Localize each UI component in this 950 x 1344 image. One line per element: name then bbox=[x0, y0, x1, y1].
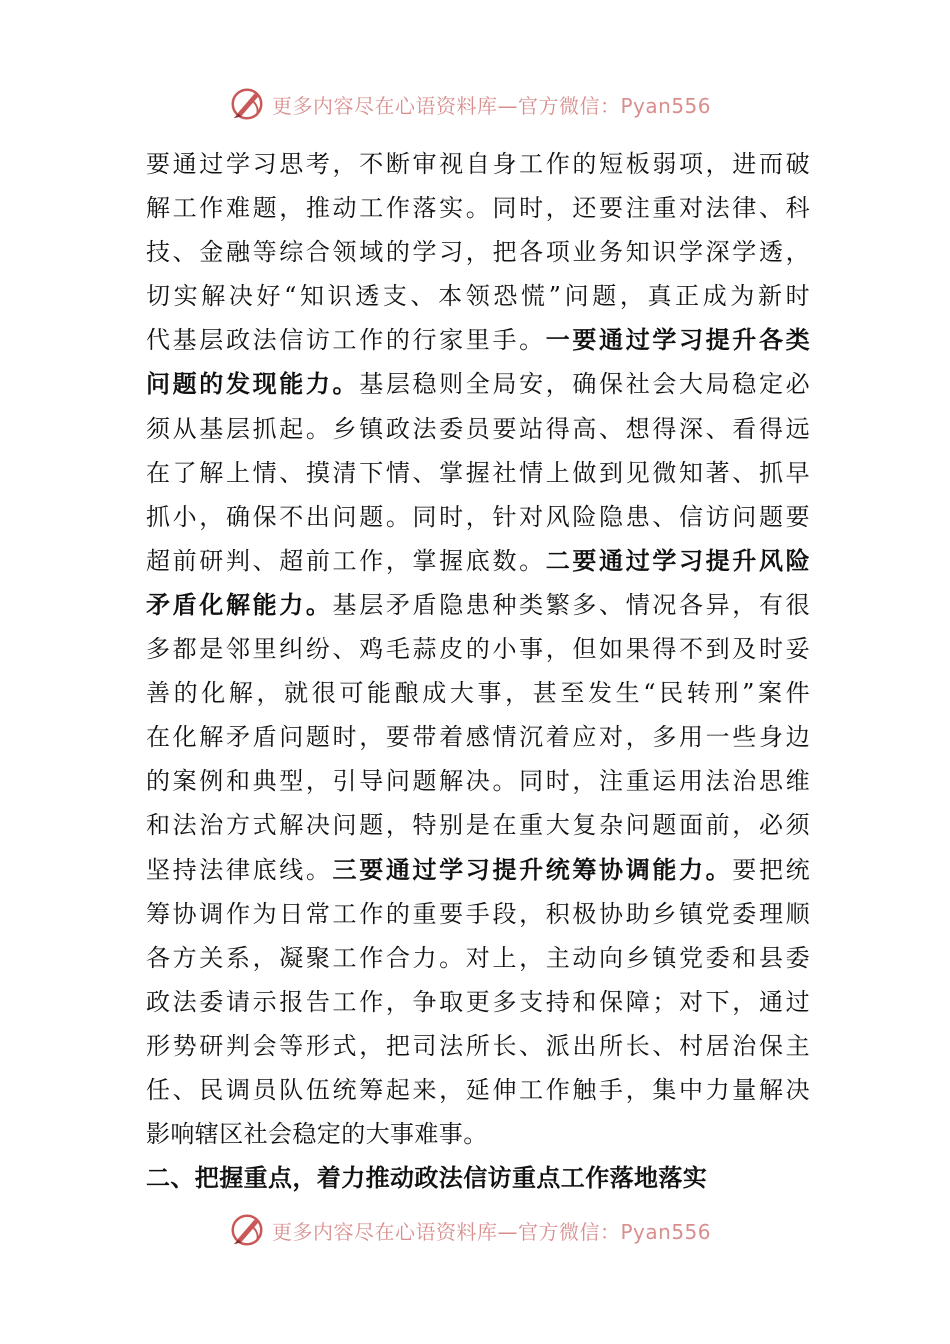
text-run: 代基层政法信访工作的行家里手。 bbox=[146, 326, 546, 355]
text-run: 技、金融等综合领域的学习，把各项业务知识学深学透， bbox=[146, 238, 810, 267]
text-line bbox=[146, 803, 810, 847]
text-run: 政法委请示报告工作，争取更多支持和保障；对下，通过 bbox=[146, 987, 810, 1016]
bold-text: 二要通过学习提升风险 bbox=[545, 546, 810, 575]
text-run: 基层稳则全局安，确保社会大局稳定必 bbox=[359, 370, 810, 399]
text-line bbox=[146, 1068, 810, 1112]
text-run: 坚持法律底线。 bbox=[146, 855, 333, 884]
text-run: 任、民调员队伍统筹起来，延伸工作触手，集中力量解决 bbox=[146, 1075, 810, 1104]
watermark-footer bbox=[228, 1210, 748, 1250]
text-run: 形势研判会等形式，把司法所长、派出所长、村居治保主 bbox=[146, 1031, 810, 1060]
text-line bbox=[146, 1024, 810, 1068]
text-line bbox=[146, 186, 810, 230]
text-run: 善的化解，就很可能酿成大事，甚至发生“民转刑”案件 bbox=[146, 679, 810, 708]
text-line bbox=[146, 230, 810, 274]
watermark-text: 更多内容尽在心语资料库—官方微信：Pyan556 bbox=[272, 93, 712, 118]
text-run: 在了解上情、摸清下情、掌握社情上做到见微知著、抓早 bbox=[146, 458, 810, 487]
text-run: 须从基层抓起。乡镇政法委员要站得高、想得深、看得远 bbox=[146, 414, 810, 443]
text-run: 抓小，确保不出问题。同时，针对风险隐患、信访问题要 bbox=[146, 502, 810, 531]
text-run: 超前研判、超前工作，掌握底数。 bbox=[146, 546, 546, 575]
text-line bbox=[146, 362, 810, 406]
watermark-header bbox=[228, 84, 748, 124]
text-run: 要把统 bbox=[732, 855, 810, 884]
text-line bbox=[146, 583, 810, 627]
text-run: 的案例和典型，引导问题解决。同时，注重运用法治思维 bbox=[146, 767, 810, 796]
text-run: 在化解矛盾问题时，要带着感情沉着应对，多用一些身边 bbox=[146, 723, 810, 752]
text-line bbox=[146, 627, 810, 671]
text-run: 基层矛盾隐患种类繁多、情况各异，有很 bbox=[332, 590, 810, 619]
pen-logo-icon bbox=[228, 85, 266, 123]
bold-text: 矛盾化解能力。 bbox=[146, 590, 333, 619]
text-run: 要通过学习思考，不断审视自身工作的短板弱项，进而破 bbox=[146, 150, 810, 178]
bold-text: 三要通过学习提升统筹协调能力。 bbox=[332, 855, 733, 884]
text-line bbox=[146, 980, 810, 1024]
text-line bbox=[146, 318, 810, 362]
text-line bbox=[146, 407, 810, 451]
pen-logo-icon bbox=[228, 1211, 266, 1249]
text-run: 筹协调作为日常工作的重要手段，积极协助乡镇党委理顺 bbox=[146, 899, 810, 928]
text-run: 和法治方式解决问题，特别是在重大复杂问题面前，必须 bbox=[146, 811, 810, 840]
bold-text: 一要通过学习提升各类 bbox=[545, 326, 810, 355]
bold-text: 问题的发现能力。 bbox=[146, 370, 360, 399]
watermark-text: 更多内容尽在心语资料库—官方微信：Pyan556 bbox=[272, 1219, 712, 1244]
text-line bbox=[146, 495, 810, 539]
text-line bbox=[146, 848, 810, 892]
text-run: 解工作难题，推动工作落实。同时，还要注重对法律、科 bbox=[146, 194, 810, 223]
text-line bbox=[146, 892, 810, 936]
text-run: 切实解决好“知识透支、本领恐慌”问题，真正成为新时 bbox=[146, 282, 810, 311]
text-run: 影响辖区社会稳定的大事难事。 bbox=[146, 1120, 488, 1149]
text-run: 各方关系，凝聚工作合力。对上，主动向乡镇党委和县委 bbox=[146, 943, 810, 972]
section-heading: 二、把握重点，着力推动政法信访重点工作落地落实 bbox=[146, 1164, 708, 1193]
text-line bbox=[146, 936, 810, 980]
text-run: 多都是邻里纠纷、鸡毛蒜皮的小事，但如果得不到及时妥 bbox=[146, 635, 810, 664]
text-line bbox=[146, 1112, 810, 1156]
text-line bbox=[146, 142, 810, 186]
text-line bbox=[146, 539, 810, 583]
document-body bbox=[146, 142, 810, 1200]
text-line bbox=[146, 715, 810, 759]
text-line bbox=[146, 451, 810, 495]
text-line bbox=[146, 274, 810, 318]
text-line bbox=[146, 671, 810, 715]
body-paragraph bbox=[146, 142, 810, 1156]
text-line bbox=[146, 759, 810, 803]
